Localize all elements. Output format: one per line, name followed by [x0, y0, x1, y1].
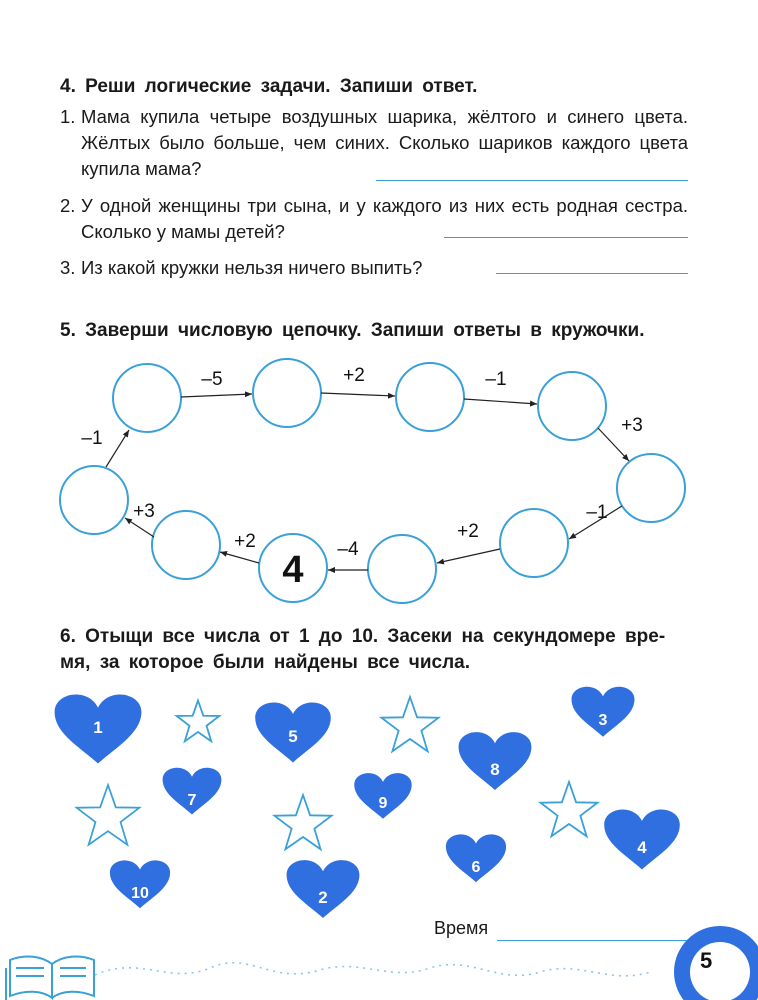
task-6-title-line1: 6. Отыщи все числа от 1 до 10. Засеки на секундомере вре- [60, 626, 666, 647]
heart-7[interactable] [163, 768, 222, 815]
op-label: +2 [343, 365, 365, 386]
heart-3[interactable] [572, 687, 635, 737]
task-5-title: 5. Заверши числовую цепочку. Запиши ответы в кружочки. [60, 320, 645, 341]
heart-number: 8 [490, 760, 500, 779]
star-icon [77, 785, 140, 845]
star-icon [177, 701, 220, 742]
task-6-title-line2: мя, за которое были найдены все числа. [60, 652, 470, 673]
heart-9[interactable] [354, 773, 411, 819]
task-4-title: 4. Реши логические задачи. Запиши ответ. [60, 76, 478, 97]
heart-5[interactable] [255, 702, 331, 762]
heart-10[interactable] [110, 860, 170, 908]
op-label: +3 [621, 415, 643, 436]
heart-number: 3 [598, 712, 608, 729]
star-icon [382, 697, 439, 751]
question-number: 2. [60, 195, 76, 216]
op-label: +2 [457, 521, 479, 542]
page-number-badge-inner [690, 942, 750, 1000]
op-label: –1 [485, 369, 507, 390]
star-icon [541, 782, 598, 836]
question-text: Мама купила четыре воздушных шарика, жёлтого и синего цвета. Жёлтых было больше, чем синих. Сколько шариков каждого цвета купила мама? [81, 106, 688, 179]
page-number: 5 [700, 948, 713, 973]
decorative-swirl [95, 963, 650, 976]
heart-number: 10 [131, 885, 149, 902]
time-label: Время [434, 918, 489, 938]
book-icon [6, 957, 94, 1000]
question-number: 1. [60, 106, 76, 127]
heart-2[interactable] [287, 860, 360, 918]
question-text: У одной женщины три сына, и у каждого из них есть родная сестра. Сколько у мамы детей? [81, 195, 688, 242]
heart-number: 4 [637, 838, 647, 857]
op-label: +2 [234, 531, 256, 552]
op-label: –1 [586, 502, 608, 523]
question-number: 3. [60, 257, 76, 278]
chain-start-value: 4 [282, 549, 304, 591]
op-label: –1 [81, 428, 103, 449]
star-icon [275, 795, 332, 849]
heart-number: 2 [318, 888, 328, 907]
heart-number: 1 [93, 718, 103, 737]
heart-number: 6 [471, 859, 481, 876]
op-label: +3 [133, 501, 155, 522]
heart-number: 5 [288, 727, 298, 746]
heart-4[interactable] [604, 809, 680, 869]
heart-6[interactable] [446, 834, 506, 882]
question-text: Из какой кружки нельзя ничего выпить? [81, 257, 423, 278]
time-answer-line[interactable] [497, 940, 687, 941]
heart-number: 9 [378, 795, 388, 812]
op-label: –4 [337, 539, 359, 560]
heart-1[interactable] [55, 695, 142, 764]
heart-8[interactable] [459, 732, 532, 790]
heart-number: 7 [187, 792, 197, 809]
op-label: –5 [201, 369, 223, 390]
